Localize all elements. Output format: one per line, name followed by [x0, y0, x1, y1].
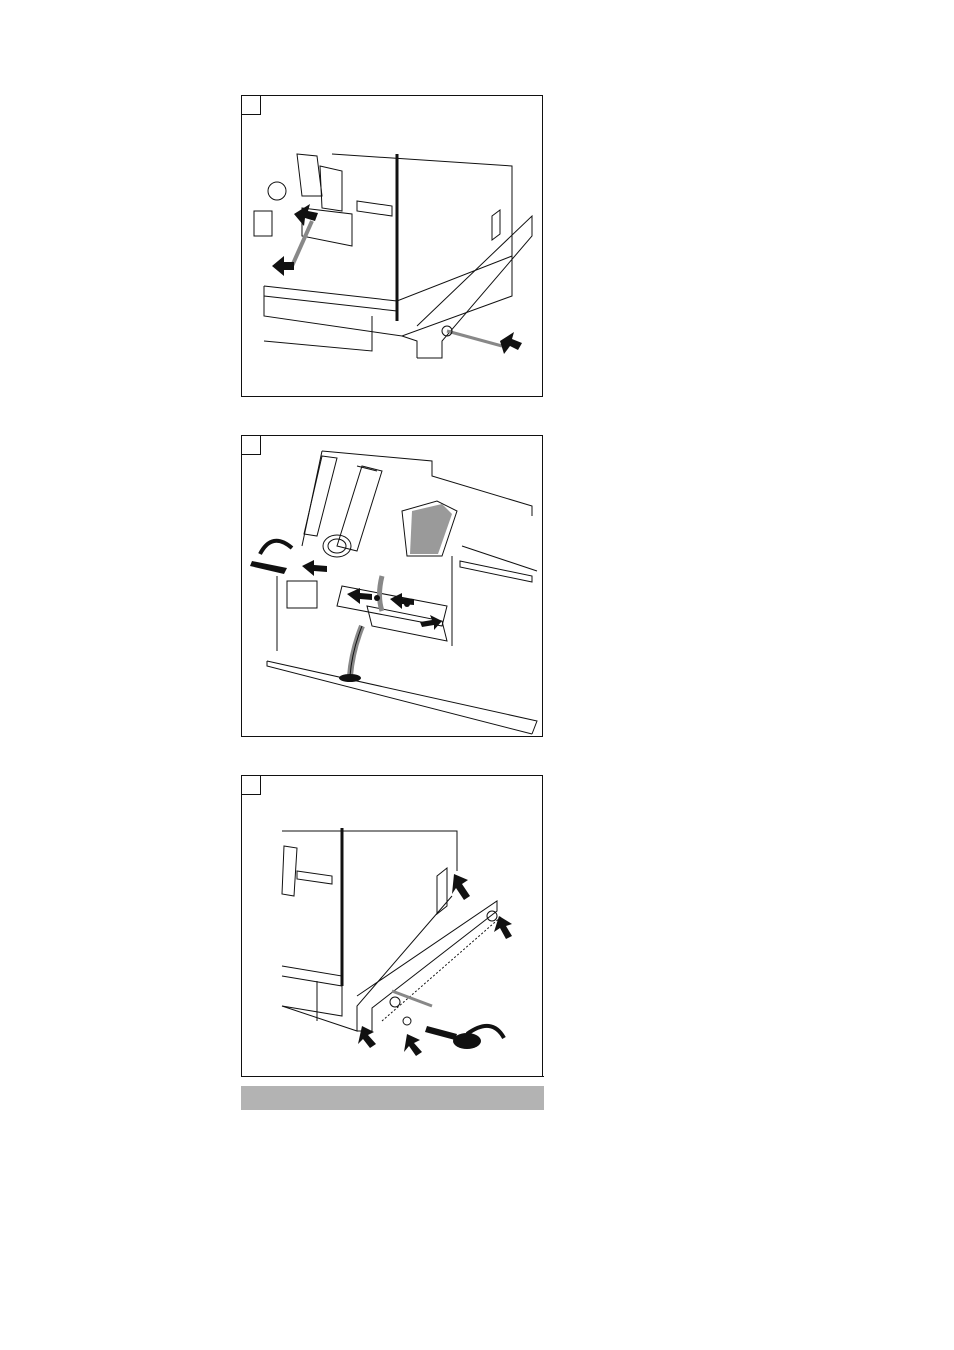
refit-side-rail-screws-illustration	[242, 776, 544, 1078]
caption-bar	[241, 1086, 544, 1110]
illustration-panel-1	[241, 95, 543, 397]
remove-side-panel-illustration	[242, 96, 544, 398]
illustration-panel-3	[241, 775, 543, 1077]
disconnect-cable-bracket-illustration	[242, 436, 544, 738]
illustration-panel-2	[241, 435, 543, 737]
divider-line	[241, 1076, 544, 1077]
